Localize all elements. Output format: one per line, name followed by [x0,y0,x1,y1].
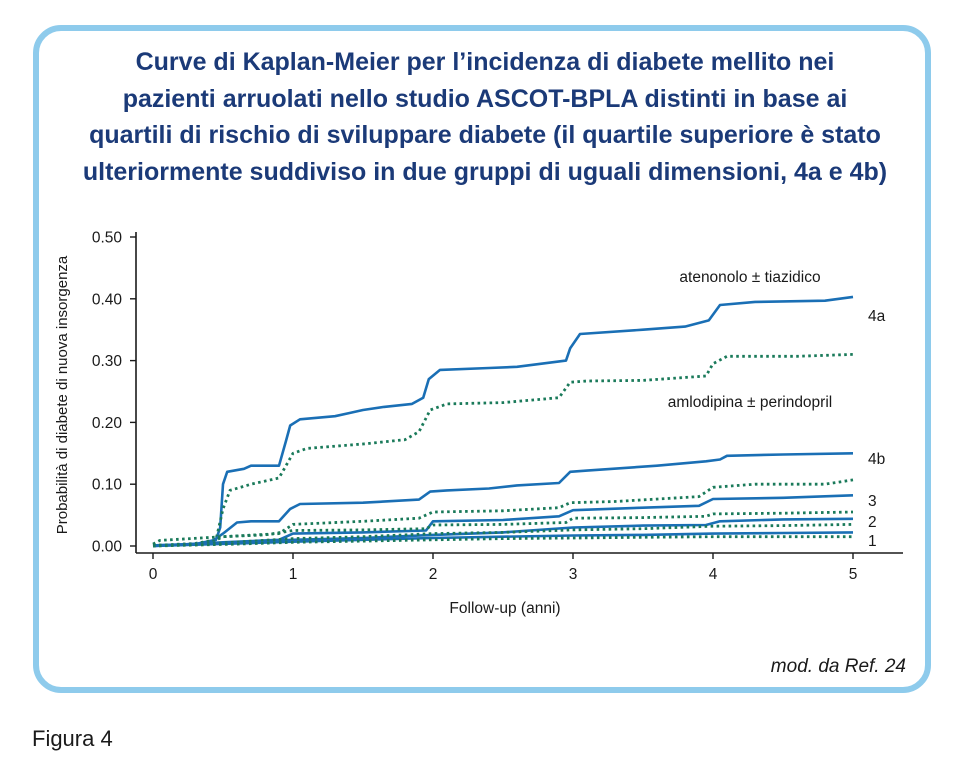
legend-label-solid: atenonolo ± tiazidico [679,269,821,286]
y-tick-label: 0.40 [91,291,122,309]
title-line-2: pazienti arruolati nello studio ASCOT-BPLA distinti in base ai [122,84,848,113]
legend-label-dotted: amlodipina ± perindopril [667,394,833,411]
y-tick-label: 0.50 [91,229,122,247]
title-line-4: ulteriormente suddiviso in due gruppi di uguali dimensioni, 4a e 4b) [82,157,888,186]
x-tick-label: 4 [708,566,718,583]
x-tick-label: 3 [568,566,578,583]
series-line-4a-solid [153,297,853,546]
figure-label: Figura 4 [32,726,113,751]
x-axis-label: Follow-up (anni) [449,600,561,617]
y-tick-label: 0.10 [91,476,122,494]
x-tick-label: 5 [848,566,858,583]
x-tick-label: 2 [428,566,438,583]
y-tick-label: 0.00 [91,538,122,556]
group-label-2: 2 [868,514,877,531]
y-tick-label: 0.30 [91,353,122,371]
group-label-4b: 4b [868,451,886,468]
y-tick-label: 0.20 [91,414,122,432]
x-tick-label: 0 [148,566,158,583]
group-label-1: 1 [868,533,877,550]
group-label-3: 3 [868,493,877,510]
y-axis-label: Probabilità di diabete di nuova insorgenza [54,255,71,535]
x-tick-label: 1 [288,566,298,583]
source-note: mod. da Ref. 24 [770,656,906,677]
group-label-4a: 4a [868,308,886,325]
series-line-4a-dotted [153,354,853,545]
title-line-3: quartili di rischio di sviluppare diabete (il quartile superiore è stato [89,121,881,149]
title-line-1: Curve di Kaplan-Meier per l’incidenza di diabete mellito nei [135,48,835,76]
